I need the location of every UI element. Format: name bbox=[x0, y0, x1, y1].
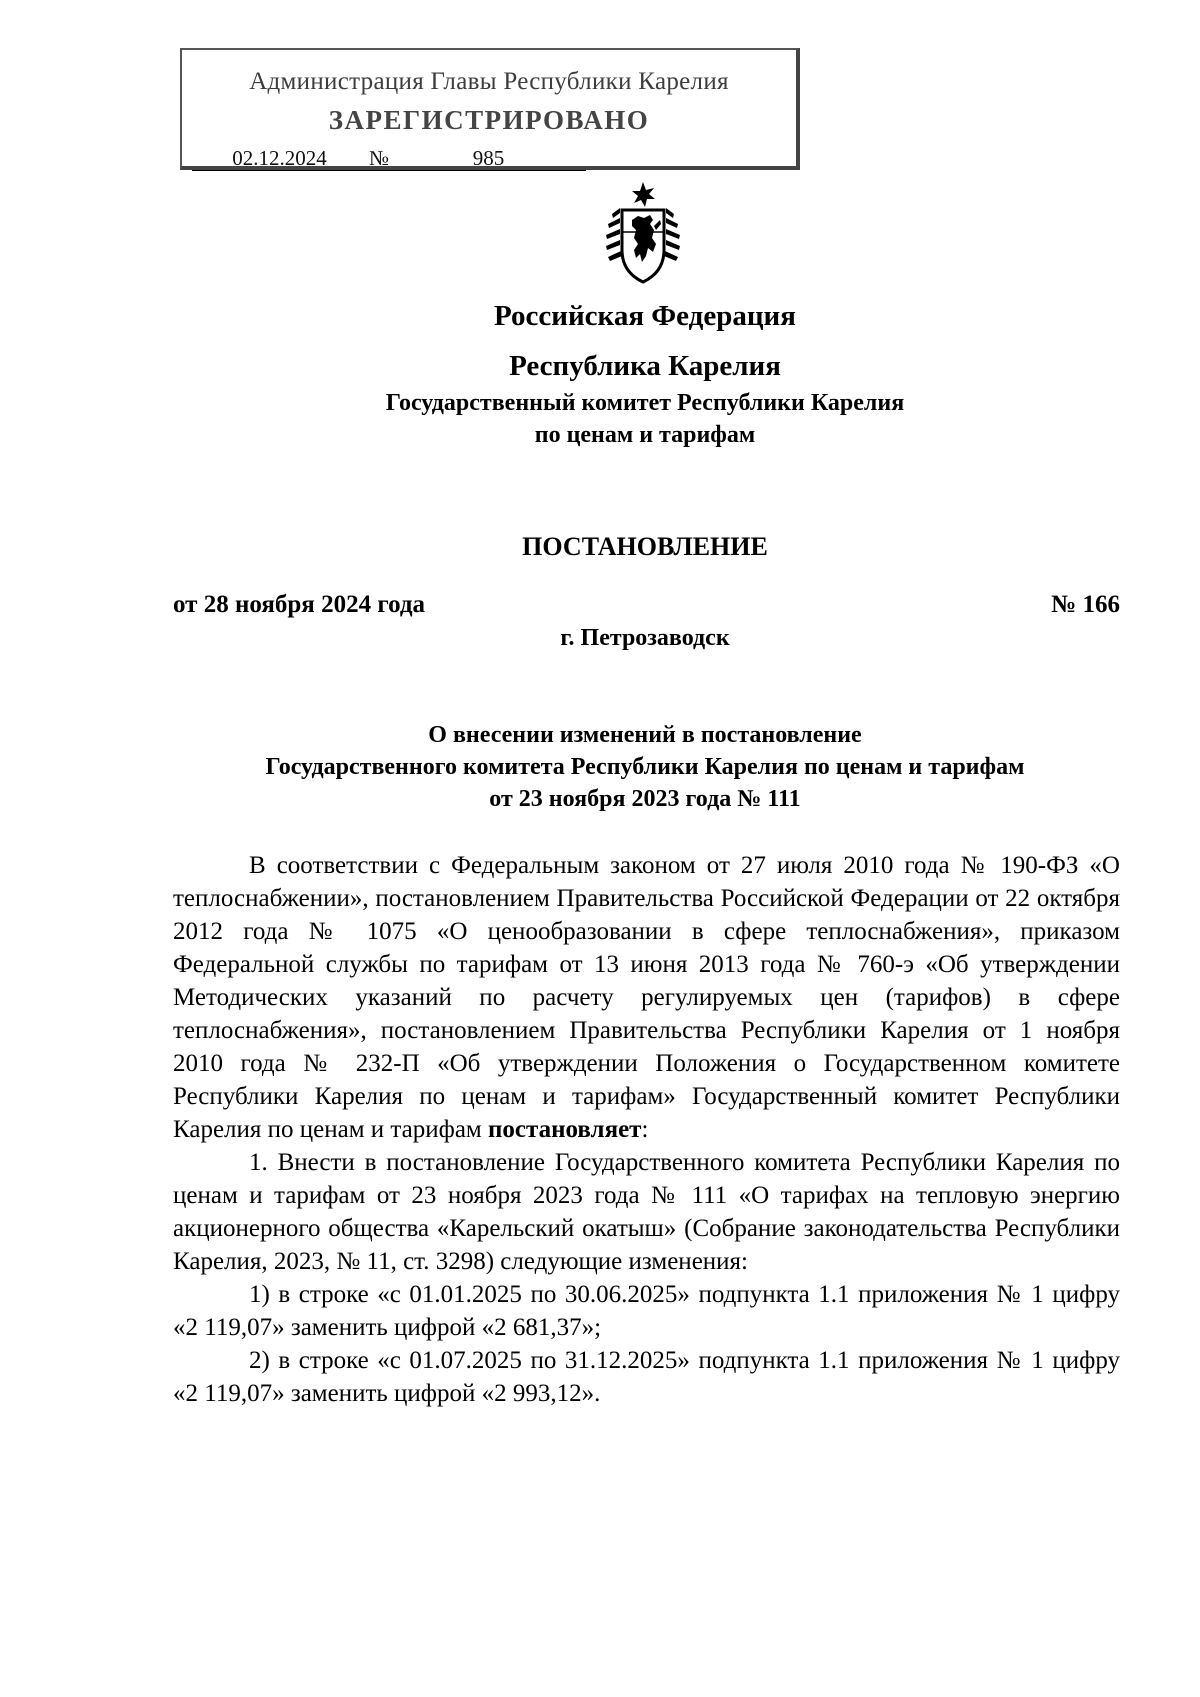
stamp-date: 02.12.2024 bbox=[192, 146, 367, 171]
document-city: г. Петрозаводск bbox=[560, 625, 730, 651]
stamp-number-sign: № bbox=[369, 146, 390, 170]
coat-of-arms-icon bbox=[598, 180, 688, 286]
document-title-line1: О внесении изменений в постановление bbox=[428, 722, 862, 748]
header-republic: Республика Карелия bbox=[509, 350, 781, 382]
document-date: от 28 ноября 2024 года bbox=[173, 591, 425, 618]
document-number: № 166 bbox=[1051, 591, 1120, 618]
header-committee: Государственный комитет Республики Карелия bbox=[385, 390, 905, 416]
registration-stamp bbox=[180, 48, 800, 170]
document-title-line2: Государственного комитета Республики Карелия по ценам и тарифам bbox=[265, 754, 1025, 780]
header-committee-line2: по ценам и тарифам bbox=[534, 422, 756, 448]
stamp-registration-line bbox=[192, 146, 586, 171]
header-federation: Российская Федерация bbox=[494, 300, 796, 332]
resolves-keyword: постановляет bbox=[488, 1116, 642, 1143]
document-body bbox=[173, 849, 1120, 1410]
document-title-line3: от 23 ноября 2023 года № 111 bbox=[489, 786, 801, 812]
stamp-status: ЗАРЕГИСТРИРОВАНО bbox=[328, 105, 650, 135]
preamble-paragraph bbox=[173, 849, 1120, 1146]
stamp-organization: Администрация Главы Республики Карелия bbox=[249, 68, 729, 95]
preamble-text: В соответствии с Федеральным законом от 27 июля 2010 года № 190-ФЗ «О теплоснабжении», постановлением Правительства Российской Федерации от 22 октября 2012 года № 1075 «О ценообразовании в сфере теплоснабжения», приказом Федеральной службы по тарифам от 13 июня 2013 года № 760-э «Об утверждении Методических указаний по расчету регулируемых цен (тарифов) в сфере теплоснабжения», постановлением Правительства Республики Карелия от 1 ноября 2010 года № 232-П «Об утверждении Положения о Государственном комитете Республики Карелия по ценам и тарифам» Государственный комитет Республики Карелия по ценам и тарифам bbox=[173, 852, 1120, 1143]
item-1: 1. Внести в постановление Государственного комитета Республики Карелия по ценам и тарифам от 23 ноября 2023 года № 111 «О тарифах на тепловую энергию акционерного общества «Карельский окатыш» (Собрание законодательства Республики Карелия, 2023, № 11, ст. 3298) следующие изменения: bbox=[173, 1149, 1120, 1275]
sub-item-2: 2) в строке «с 01.07.2025 по 31.12.2025» подпункта 1.1 приложения № 1 цифру «2 119,07» заменить цифрой «2 993,12». bbox=[173, 1347, 1120, 1407]
resolves-colon: : bbox=[641, 1116, 649, 1143]
sub-item-1: 1) в строке «с 01.01.2025 по 30.06.2025» подпункта 1.1 приложения № 1 цифру «2 119,07» заменить цифрой «2 681,37»; bbox=[173, 1281, 1120, 1341]
document-type: ПОСТАНОВЛЕНИЕ bbox=[522, 532, 768, 561]
stamp-number: 985 bbox=[391, 146, 586, 171]
